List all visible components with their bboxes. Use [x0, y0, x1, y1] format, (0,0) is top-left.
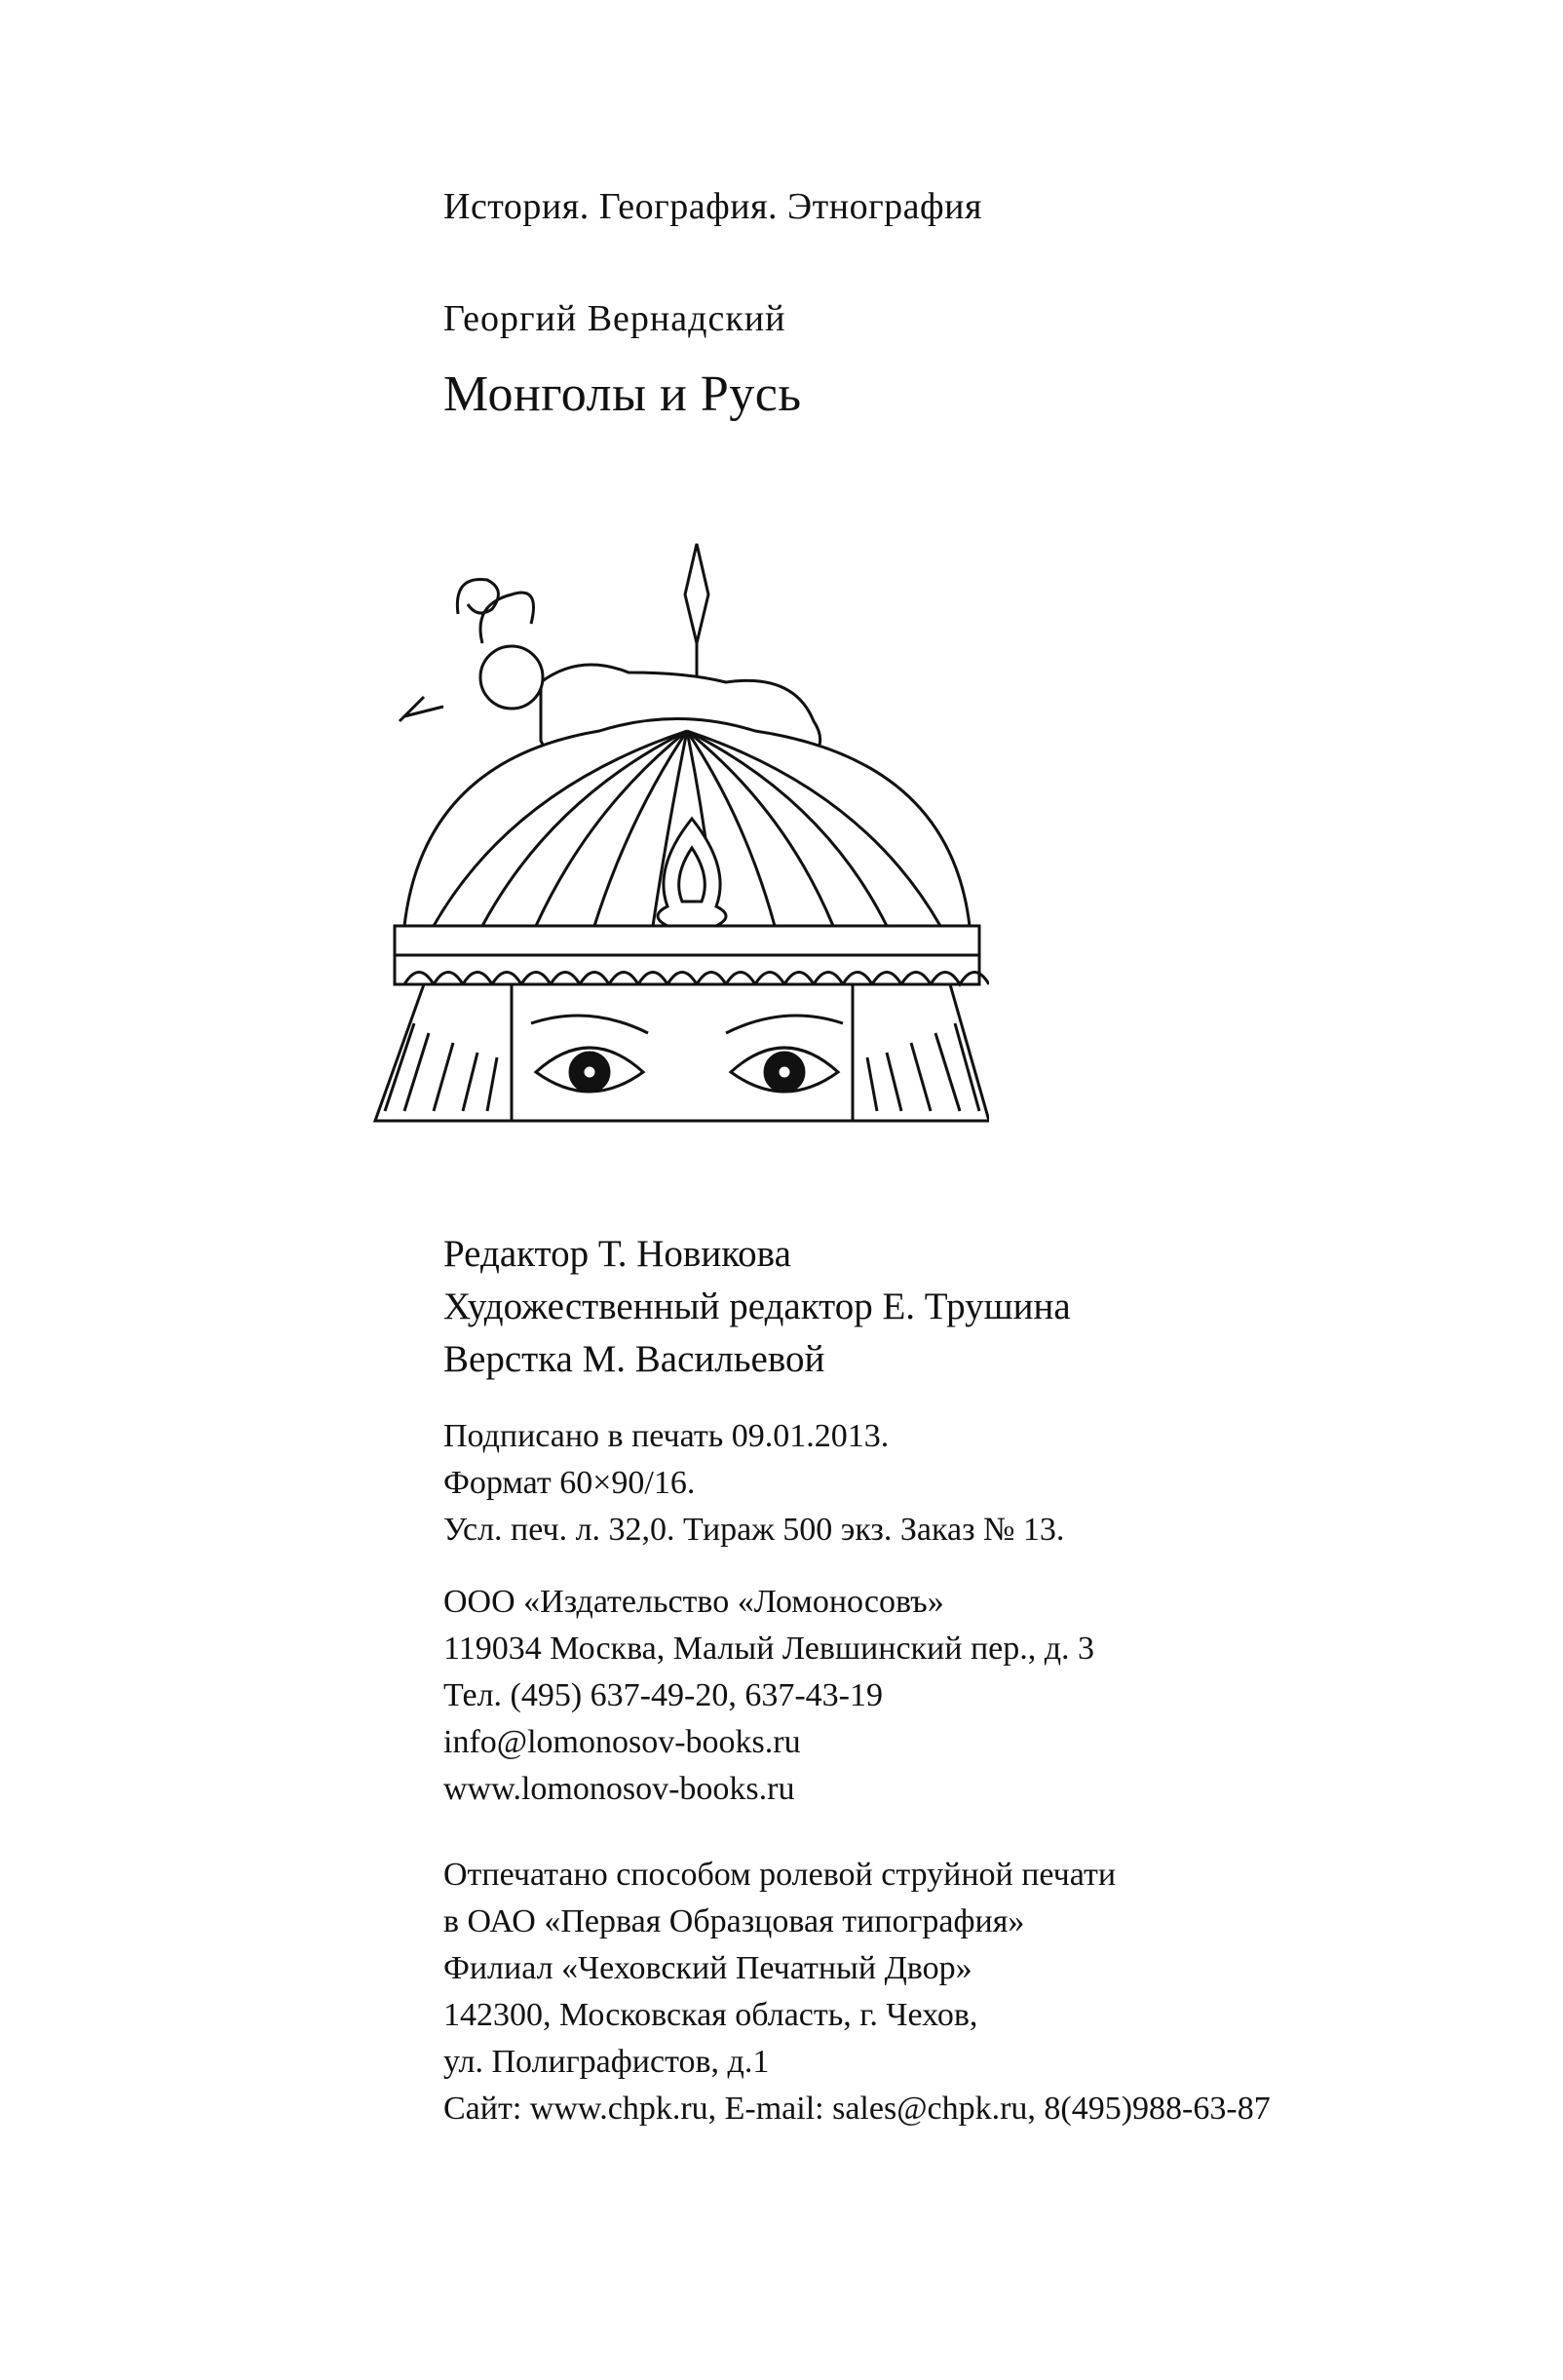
- printer-block: [443, 1852, 1271, 2132]
- author-name: Георгий Вернадский: [443, 298, 786, 339]
- print-info-block: [443, 1413, 1064, 1554]
- art-editor-credit: Художественный редактор Е. Трушина: [443, 1286, 1071, 1327]
- publisher-name: ООО «Издательство «Ломоносовъ»: [443, 1584, 944, 1620]
- printing-method: Отпечатано способом ролевой струйной печати: [443, 1857, 1117, 1893]
- publisher-address: 119034 Москва, Малый Левшинский пер., д. 3: [443, 1631, 1095, 1667]
- printer-city: 142300, Московская область, г. Чехов,: [443, 1997, 978, 2033]
- publisher-phone: Тел. (495) 637-49-20, 637-43-19: [443, 1677, 883, 1713]
- series-title: История. География. Этнография: [443, 186, 982, 227]
- signed-to-print-date: Подписано в печать 09.01.2013.: [443, 1418, 890, 1454]
- book-title: Монголы и Русь: [443, 366, 802, 422]
- printer-branch: Филиал «Чеховский Печатный Двор»: [443, 1950, 972, 1986]
- publisher-website: www.lomonosov-books.ru: [443, 1771, 795, 1807]
- printer-street: ул. Полиграфистов, д.1: [443, 2044, 770, 2080]
- printer-contacts: Сайт: www.chpk.ru, E-mail: sales@chpk.ru, 8(495)988-63-87: [443, 2091, 1271, 2127]
- print-run-line: Усл. печ. л. 32,0. Тираж 500 экз. Заказ № 13.: [443, 1512, 1065, 1548]
- helmet-with-eyes-and-cherub-icon: [365, 536, 989, 1140]
- credits-block: [443, 1228, 1071, 1386]
- printer-company: в ОАО «Первая Образцовая типография»: [443, 1903, 1025, 1939]
- publisher-email: info@lomonosov-books.ru: [443, 1724, 801, 1760]
- layout-credit: Верстка М. Васильевой: [443, 1338, 825, 1380]
- editor-credit: Редактор Т. Новикова: [443, 1233, 791, 1275]
- format-line: Формат 60×90/16.: [443, 1465, 696, 1501]
- publisher-block: [443, 1579, 1094, 1813]
